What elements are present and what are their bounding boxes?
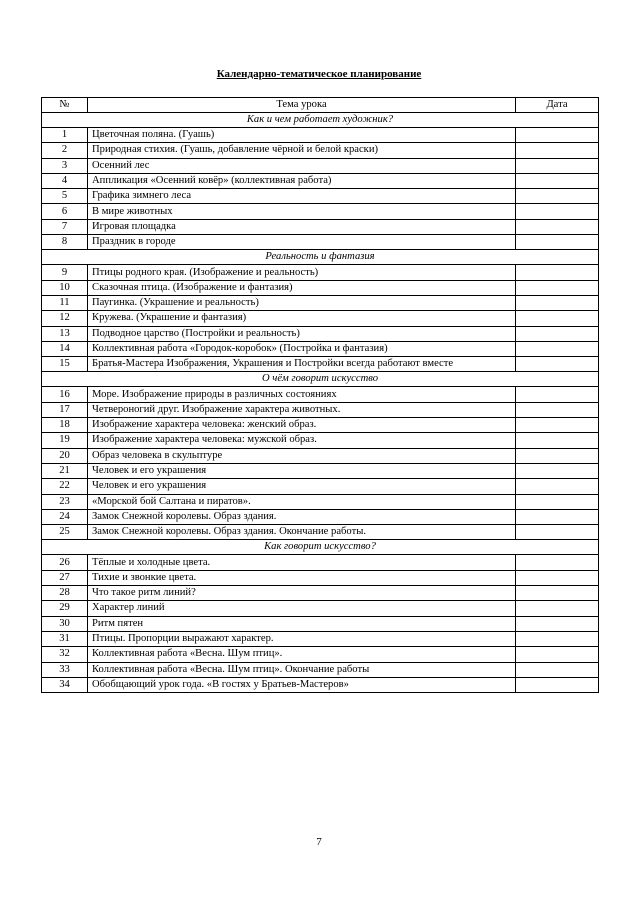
lesson-date-cell: [516, 173, 599, 188]
lesson-topic-text: Что такое ритм линий?: [92, 587, 196, 599]
header-num: №: [42, 98, 88, 113]
lesson-number: 17: [42, 402, 88, 417]
table-row: [42, 418, 599, 433]
lesson-topic: [88, 341, 516, 356]
lesson-topic-text: Птицы. Пропорции выражают характер.: [92, 633, 274, 645]
lesson-topic: [88, 586, 516, 601]
lesson-number: 15: [42, 357, 88, 372]
lesson-date-cell: [516, 280, 599, 295]
lesson-date-cell: [516, 662, 599, 677]
lesson-number: 22: [42, 479, 88, 494]
lesson-topic-text: Обобщающий урок года. «В гостях у Братьев-Мастеров»: [92, 678, 349, 690]
lesson-topic: [88, 143, 516, 158]
lesson-number: 1: [42, 128, 88, 143]
lesson-topic: [88, 631, 516, 646]
lesson-number: 10: [42, 280, 88, 295]
table-row: [42, 479, 599, 494]
table-row: [42, 616, 599, 631]
lesson-topic: [88, 265, 516, 280]
lesson-date-cell: [516, 219, 599, 234]
lesson-topic: [88, 616, 516, 631]
table-row: [42, 509, 599, 524]
lesson-topic-text: Человек и его украшения: [92, 480, 207, 492]
section-header-row: [42, 372, 599, 387]
table-row: [42, 311, 599, 326]
lesson-topic: [88, 311, 516, 326]
lesson-date-cell: [516, 463, 599, 478]
table-row: [42, 601, 599, 616]
lesson-topic-text: Паугинка. (Украшение и реальность): [92, 297, 259, 309]
lesson-topic-text: Человек и его украшения: [92, 465, 207, 477]
lesson-topic: [88, 295, 516, 310]
lesson-topic: [88, 677, 516, 692]
lesson-number: 13: [42, 326, 88, 341]
table-row: [42, 433, 599, 448]
lesson-topic-text: В мире животных: [92, 205, 173, 217]
lesson-number: 3: [42, 158, 88, 173]
lesson-date-cell: [516, 295, 599, 310]
table-row: [42, 265, 599, 280]
lesson-topic-text: Кружева. (Украшение и фантазия): [92, 312, 247, 324]
lesson-number: 27: [42, 570, 88, 585]
lesson-topic-text: Природная стихия. (Гуашь, добавление чёрной и белой краски): [92, 144, 379, 156]
lesson-date-cell: [516, 357, 599, 372]
lesson-topic-text: Коллективная работа «Весна. Шум птиц». Окончание работы: [92, 663, 370, 675]
lesson-date-cell: [516, 311, 599, 326]
lesson-number: 2: [42, 143, 88, 158]
lesson-topic-text: Изображение характера человека: женский образ.: [92, 419, 317, 431]
table-row: [42, 357, 599, 372]
section-title: Как и чем работает художник?: [42, 113, 599, 128]
lesson-topic: [88, 448, 516, 463]
lesson-number: 33: [42, 662, 88, 677]
table-row: [42, 341, 599, 356]
table-row: [42, 128, 599, 143]
lesson-date-cell: [516, 128, 599, 143]
lesson-topic: [88, 509, 516, 524]
lesson-date-cell: [516, 158, 599, 173]
table-row: [42, 570, 599, 585]
lesson-number: 5: [42, 189, 88, 204]
lesson-number: 30: [42, 616, 88, 631]
lesson-date-cell: [516, 647, 599, 662]
lesson-number: 8: [42, 235, 88, 250]
lesson-number: 7: [42, 219, 88, 234]
table-row: [42, 494, 599, 509]
lesson-date-cell: [516, 631, 599, 646]
lesson-date-cell: [516, 204, 599, 219]
lesson-date-cell: [516, 433, 599, 448]
lesson-topic-text: Подводное царство (Постройки и реальность): [92, 327, 300, 339]
lesson-date-cell: [516, 387, 599, 402]
table-row: [42, 326, 599, 341]
lesson-topic-text: Замок Снежной королевы. Образ здания. Окончание работы.: [92, 526, 366, 538]
lesson-topic-text: Праздник в городе: [92, 236, 176, 248]
lesson-number: 14: [42, 341, 88, 356]
lesson-number: 6: [42, 204, 88, 219]
table-row: [42, 525, 599, 540]
section-header-row: [42, 540, 599, 555]
table-row: [42, 387, 599, 402]
lesson-topic-text: Сказочная птица. (Изображение и фантазия): [92, 281, 293, 293]
lesson-topic: [88, 463, 516, 478]
lesson-date-cell: [516, 525, 599, 540]
lesson-topic: [88, 494, 516, 509]
lesson-number: 29: [42, 601, 88, 616]
lesson-number: 31: [42, 631, 88, 646]
section-title: О чём говорит искусство: [42, 372, 599, 387]
lesson-topic-text: Графика зимнего леса: [92, 190, 192, 202]
lesson-date-cell: [516, 235, 599, 250]
lesson-date-cell: [516, 616, 599, 631]
table-header-row: [42, 98, 599, 113]
lesson-topic-text: Аппликация «Осенний ковёр» (коллективная работа): [92, 175, 332, 187]
section-title: Как говорит искусство?: [42, 540, 599, 555]
lesson-topic: [88, 570, 516, 585]
table-row: [42, 647, 599, 662]
lesson-topic-text: Коллективная работа «Весна. Шум птиц».: [92, 648, 283, 660]
lesson-topic-text: Образ человека в скульптуре: [92, 449, 223, 461]
lesson-topic: [88, 280, 516, 295]
lesson-topic-text: Осенний лес: [92, 159, 150, 171]
table-row: [42, 158, 599, 173]
lesson-date-cell: [516, 677, 599, 692]
lesson-topic: [88, 555, 516, 570]
lesson-topic-text: «Морской бой Салтана и пиратов».: [92, 495, 251, 507]
lesson-date-cell: [516, 586, 599, 601]
section-header-row: [42, 113, 599, 128]
lesson-topic-text: Братья-Мастера Изображения, Украшения и Постройки всегда работают вместе: [92, 358, 454, 370]
lesson-number: 11: [42, 295, 88, 310]
lesson-topic: [88, 479, 516, 494]
lesson-number: 24: [42, 509, 88, 524]
lesson-topic-text: Тихие и звонкие цвета.: [92, 571, 197, 583]
lesson-date-cell: [516, 265, 599, 280]
lesson-date-cell: [516, 509, 599, 524]
lesson-topic: [88, 601, 516, 616]
lesson-topic: [88, 647, 516, 662]
table-row: [42, 143, 599, 158]
lesson-topic: [88, 189, 516, 204]
lesson-number: 28: [42, 586, 88, 601]
lesson-number: 25: [42, 525, 88, 540]
lesson-number: 19: [42, 433, 88, 448]
table-row: [42, 586, 599, 601]
lesson-date-cell: [516, 189, 599, 204]
lesson-number: 16: [42, 387, 88, 402]
lesson-number: 34: [42, 677, 88, 692]
lesson-topic-text: Четвероногий друг. Изображение характера животных.: [92, 403, 341, 415]
lesson-date-cell: [516, 418, 599, 433]
table-row: [42, 219, 599, 234]
table-row: [42, 463, 599, 478]
lesson-topic-text: Замок Снежной королевы. Образ здания.: [92, 510, 277, 522]
lesson-topic: [88, 204, 516, 219]
lesson-topic-text: Изображение характера человека: мужской образ.: [92, 434, 317, 446]
lesson-date-cell: [516, 143, 599, 158]
header-topic: Тема урока: [88, 98, 516, 113]
lesson-topic: [88, 235, 516, 250]
lesson-topic: [88, 357, 516, 372]
table-row: [42, 189, 599, 204]
lesson-number: 9: [42, 265, 88, 280]
lesson-topic: [88, 387, 516, 402]
table-body: [42, 113, 599, 693]
lesson-topic-text: Характер линий: [92, 602, 165, 614]
lesson-number: 21: [42, 463, 88, 478]
lesson-date-cell: [516, 448, 599, 463]
lesson-topic: [88, 433, 516, 448]
lesson-date-cell: [516, 326, 599, 341]
lesson-plan-table: [41, 97, 599, 693]
lesson-topic: [88, 402, 516, 417]
lesson-topic-text: Птицы родного края. (Изображение и реальность): [92, 266, 319, 278]
lesson-number: 18: [42, 418, 88, 433]
lesson-date-cell: [516, 341, 599, 356]
lesson-topic: [88, 525, 516, 540]
lesson-topic-text: Тёплые и холодные цвета.: [92, 556, 211, 568]
lesson-number: 20: [42, 448, 88, 463]
table-row: [42, 235, 599, 250]
lesson-number: 4: [42, 173, 88, 188]
lesson-topic: [88, 128, 516, 143]
table-row: [42, 173, 599, 188]
lesson-topic-text: Море. Изображение природы в различных состояниях: [92, 388, 337, 400]
page-number: 7: [316, 836, 322, 848]
lesson-topic: [88, 418, 516, 433]
lesson-date-cell: [516, 494, 599, 509]
header-date: Дата: [516, 98, 599, 113]
lesson-number: 32: [42, 647, 88, 662]
table-row: [42, 204, 599, 219]
lesson-topic: [88, 219, 516, 234]
lesson-date-cell: [516, 402, 599, 417]
lesson-topic-text: Ритм пятен: [92, 617, 144, 629]
table-row: [42, 448, 599, 463]
table-row: [42, 677, 599, 692]
lesson-date-cell: [516, 570, 599, 585]
table-row: [42, 631, 599, 646]
lesson-topic-text: Коллективная работа «Городок-коробок» (Постройка и фантазия): [92, 343, 388, 354]
lesson-number: 12: [42, 311, 88, 326]
table-row: [42, 555, 599, 570]
lesson-date-cell: [516, 555, 599, 570]
lesson-date-cell: [516, 479, 599, 494]
lesson-date-cell: [516, 601, 599, 616]
lesson-topic-text: Игровая площадка: [92, 220, 176, 232]
table-row: [42, 280, 599, 295]
section-header-row: [42, 250, 599, 265]
page-title: Календарно-тематическое планирование: [216, 68, 422, 80]
lesson-number: 26: [42, 555, 88, 570]
lesson-topic: [88, 173, 516, 188]
table-row: [42, 295, 599, 310]
lesson-topic-text: Цветочная поляна. (Гуашь): [92, 129, 215, 141]
table-row: [42, 662, 599, 677]
lesson-topic: [88, 158, 516, 173]
section-title: Реальность и фантазия: [42, 250, 599, 265]
lesson-number: 23: [42, 494, 88, 509]
lesson-topic: [88, 326, 516, 341]
lesson-topic: [88, 662, 516, 677]
table-row: [42, 402, 599, 417]
